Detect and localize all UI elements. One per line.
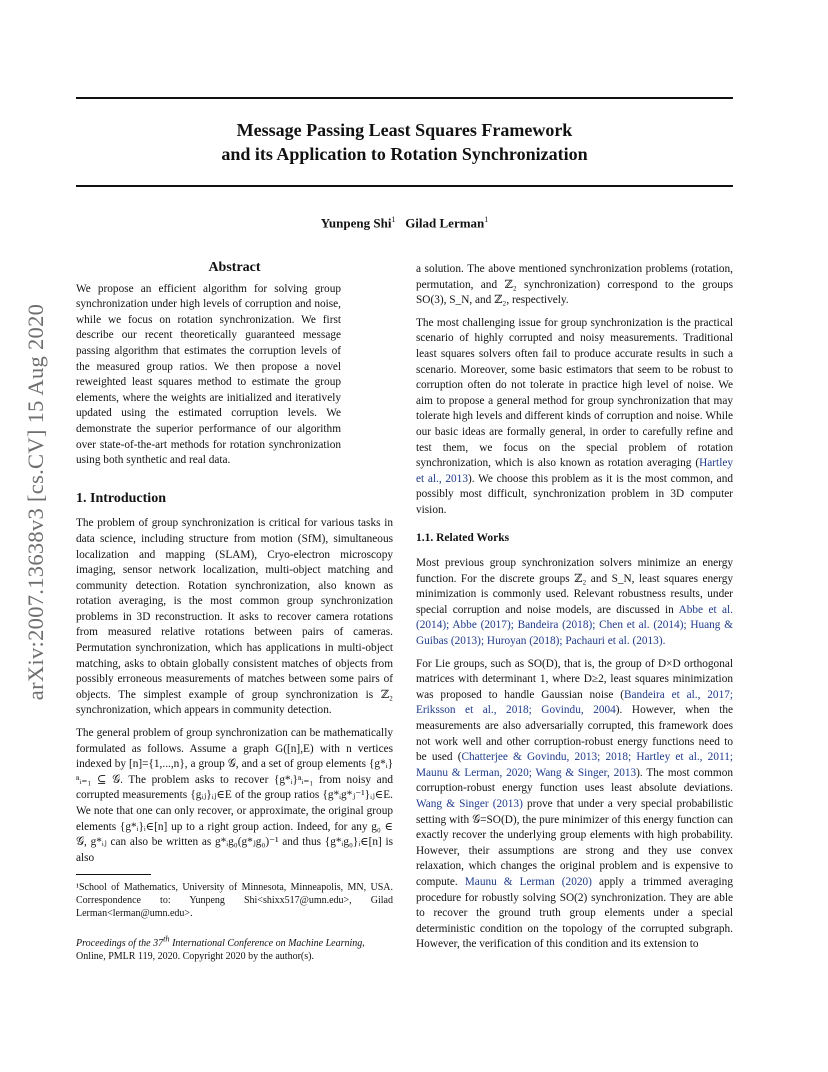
- related-works-heading: 1.1. Related Works: [416, 531, 510, 544]
- authors: [76, 215, 733, 231]
- author-2-affil: 1: [484, 215, 489, 224]
- right-paragraph-4: [416, 657, 733, 953]
- p2-text-a: The most challenging issue for group synchronization is the practical scenario of highly corrupted and noisy measurements. Traditional least squares solvers often fail to produce accurate results in such a scenario. Moreover, some basic estimators that seem to be robust to corruption often do not tolerate in practice high level of noise. We aim to propose a general method for group synchronization that may tolerate high levels and different kinds of corruption and noise. While our basic ideas are formally general, in order to carefully refine and test them, we focus on the special problem of rotation synchronization, which is also known as rotation averaging (: [416, 316, 733, 470]
- footnote-rule: [76, 874, 151, 875]
- proc-conference: International Conference on Machine Learning: [169, 937, 363, 949]
- right-paragraph-3: [416, 556, 733, 650]
- author-1: Yunpeng Shi: [320, 215, 392, 231]
- citation-link[interactable]: Hartley et al., 2013: [416, 457, 733, 485]
- proceedings-note: [76, 932, 393, 962]
- proc-sup: th: [163, 934, 170, 944]
- paper-title: [76, 118, 733, 166]
- citation-link[interactable]: Wang & Singer (2013): [416, 798, 523, 810]
- intro-paragraph-2: The general problem of group synchronization can be mathematically formulated as follows. Assume a graph G([n],E) with n vertices indexed by [n]={1,...,n}, a group 𝒢, and a set of group elements {g*ᵢ}ⁿᵢ₌₁ ⊆ 𝒢. The problem asks to recover {g*ᵢ}ⁿᵢ₌₁ from noisy and corrupted measurements {gᵢⱼ}ᵢⱼ∈E of the group ratios {g*ᵢg*ⱼ⁻¹}ᵢⱼ∈E. We note that one can only recover, or approximate, the original group elements {g*ᵢ}ᵢ∈[n] up to a right group action. Indeed, for any g₀ ∈ 𝒢, g*ᵢⱼ can also be written as g*ᵢg₀(g*ⱼg₀)⁻¹ and thus {g*ᵢg₀}ᵢ∈[n] is also: [76, 727, 393, 864]
- p4-text-b: ). However, when the measurements are also adversarially corrupted, this framework does not work well and other corruption-robust energy functions need to be used (: [416, 704, 733, 764]
- author-1-affil: 1: [391, 215, 396, 224]
- p4-text-e: apply a trimmed averaging procedure for robustly solving SO(2) synchronization. They are able to recover the ground truth group elements under a special deterministic condition on the topology of the corrupted subgraph. However, the verification of this condition and its extension to: [416, 875, 733, 951]
- p3-text: Most previous group synchronization solvers minimize an energy function. For the discrete groups ℤ₂ and S_N, least squares energy minimization is commonly used. Relevant robustness results, under special corruption and noise models, are discussed in: [416, 557, 733, 616]
- right-paragraph-1: a solution. The above mentioned synchronization problems (rotation, permutation, and ℤ₂ synchronization) correspond to the groups SO(3), S_N, and ℤ₂, respectively.: [416, 263, 733, 307]
- affiliation-footnote: ¹School of Mathematics, University of Minnesota, Minneapolis, MN, USA. Correspondence to: Yunpeng Shi<shixx517@umn.edu>, Gilad Lerman<lerman@umn.edu>.: [76, 882, 393, 920]
- right-paragraph-2: [416, 316, 733, 519]
- citation-link[interactable]: Maunu & Lerman (2020): [464, 875, 592, 888]
- abstract-heading: Abstract: [208, 260, 261, 275]
- top-rule: [76, 97, 733, 99]
- p4-text-a: For Lie groups, such as SO(D), that is, the group of D×D orthogonal matrices with determinant 1, where D≥2, least squares minimization was proposed to handle Gaussian noise (: [416, 657, 733, 701]
- p4-text-c: ). The most common corruption-robust energy function uses least absolute deviations.: [416, 766, 734, 795]
- citation-link[interactable]: Chatterjee & Govindu, 2013; 2018; Hartley et al., 2011; Maunu & Lerman, 2020; Wang & Singer, 2013: [416, 751, 733, 779]
- abstract-text: We propose an efficient algorithm for solving group synchronization under high levels of corruption and noise, while we focus on rotation synchronization. We first describe our recent theoretically guaranteed message passing algorithm that estimates the corruption levels of the measured group ratios. We then propose a novel reweighted least squares method to estimate the group elements, where the weights are initialized and iteratively updated using the estimated corruption levels. We demonstrate the superior performance of our algorithm over state-of-the-art methods for rotation synchronization using both synthetic and real data.: [76, 282, 341, 467]
- p2-text-b: ). We choose this problem as it is the most common, and possibly most difficult, synchronization problem in 3D computer vision.: [416, 472, 733, 516]
- p4-text-d: prove that under a very special probabilistic setting with 𝒢=SO(D), the pure minimizer of this energy function can exactly recover the underlying group elements with high probability. However, their assumptions are strong and they use convex relaxation, which changes the original problem and is expensive to compute.: [416, 798, 733, 888]
- title-line-2: and its Application to Rotation Synchronization: [221, 144, 588, 164]
- arxiv-sidebar: [18, 282, 54, 722]
- intro-heading: 1. Introduction: [76, 490, 166, 506]
- title-bottom-rule: [76, 185, 733, 187]
- citation-link[interactable]: Bandeira et al., 2017; Eriksson et al., 2018; Govindu, 2004: [416, 688, 734, 717]
- title-line-1: Message Passing Least Squares Framework: [236, 120, 573, 140]
- intro-paragraph-1: The problem of group synchronization is critical for various tasks in data science, including structure from motion (SfM), simultaneous localization and mapping (SLAM), Cryo-electron microscopy imaging, sensor network localization, multi-object matching and community detection. Rotation synchronization, also known as rotation averaging, is the most common group synchronization problems in 3D reconstruction. It asks to recover camera rotations from measured relative rotations between pairs of cameras. Permutation synchronization, which has applications in multi-object matching, asks to obtain globally consistent matches of objects from possibly erroneous measurements of matches between some pairs of objects. The simplest example of group synchronization is ℤ₂ synchronization, which appears in community detection.: [76, 517, 393, 717]
- author-2: Gilad Lerman: [405, 215, 485, 231]
- arxiv-identifier: arXiv:2007.13638v3 [cs.CV] 15 Aug 2020: [23, 303, 48, 701]
- citation-link[interactable]: Abbe et al. (2014); Abbe (2017); Bandeira (2018); Chen et al. (2014); Huang & Guibas (2013); Huroyan (2018); Pachauri et al. (2013).: [416, 603, 733, 648]
- proc-suffix: , Online, PMLR 119, 2020. Copyright 2020 by the author(s).: [76, 937, 365, 962]
- left-column: [76, 260, 393, 963]
- right-column: [416, 262, 733, 960]
- proc-prefix: Proceedings of the 37: [76, 937, 164, 949]
